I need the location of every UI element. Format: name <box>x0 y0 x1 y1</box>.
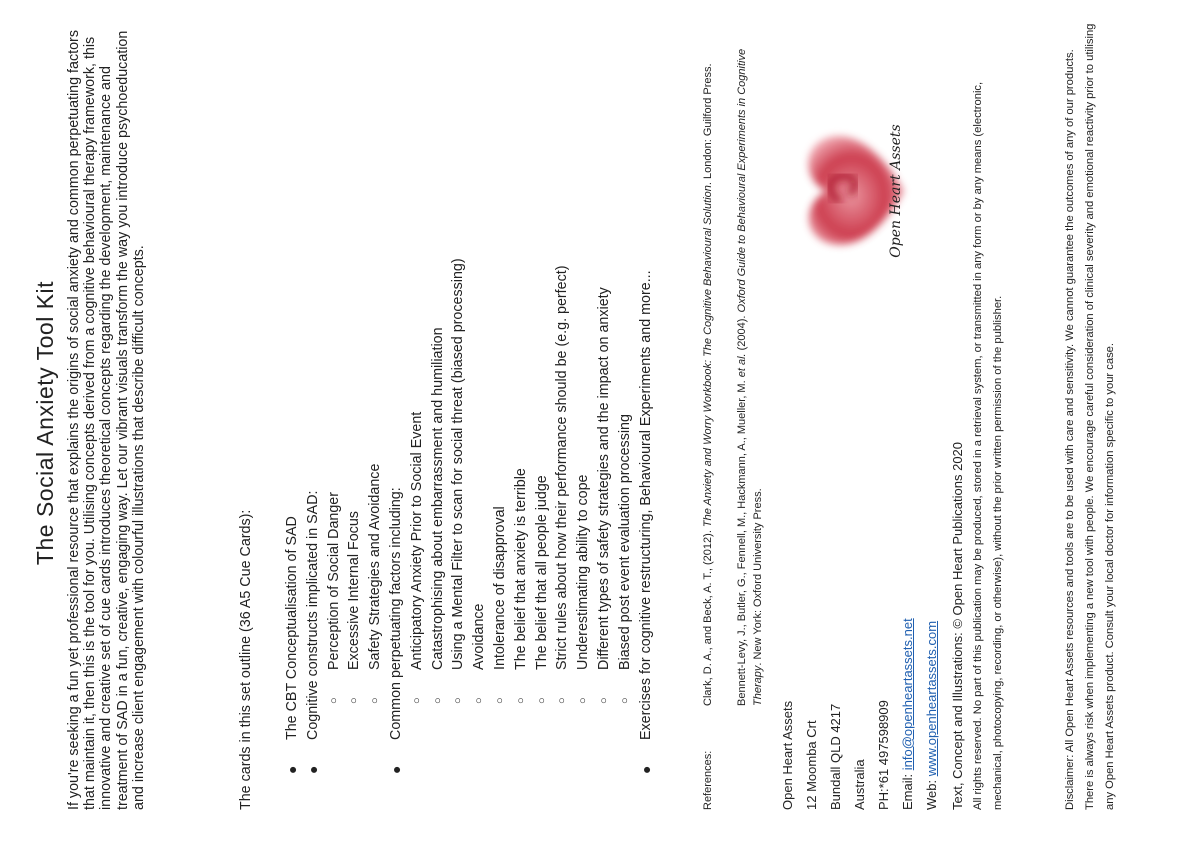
outline-item-text: Cognitive constructs implicated in SAD: <box>304 490 321 740</box>
street: 12 Moomba Crt <box>804 720 819 810</box>
outline-item <box>303 0 324 846</box>
bullet-icon: ● <box>387 765 404 774</box>
disclaimer: Disclaimer: All Open Heart Assets resources and tools are to be used with care and sensitivity. We cannot guarantee the outcomes of any of our products. There is always risk when implementing a new tool with people. We encourage careful consideration of clinical severity and emotional reactivity prior to utilising any Open Heart Assets product. Consult your local doctor for information specific to your case. <box>1064 23 1116 810</box>
web-row: Web: www.openheartassets.com <box>924 620 939 810</box>
outline-item <box>490 0 511 846</box>
outline-item-text: Exercises for cognitive restructuring, Behavioural Experiments and more... <box>637 270 654 740</box>
outline-item-text: Anticipatory Anxiety Prior to Social Event <box>408 411 425 670</box>
phone: PH:*61 497598909 <box>876 700 891 810</box>
outline-item-text: The belief that anxiety is terrible <box>512 468 529 670</box>
outline-item-text: Excessive Internal Focus <box>346 511 363 670</box>
outline-item <box>552 0 573 846</box>
web-link[interactable]: www.openheartassets.com <box>924 620 939 777</box>
bullet-icon: ● <box>637 765 654 774</box>
outline-item <box>615 0 636 846</box>
org-name: Open Heart Assets <box>780 700 795 810</box>
circle-bullet-icon: ○ <box>577 697 590 704</box>
circle-bullet-icon: ○ <box>618 697 631 704</box>
outline-item <box>594 0 615 846</box>
outline-item <box>428 0 449 846</box>
outline-item <box>344 0 365 846</box>
outline-item <box>573 0 594 846</box>
outline-item <box>365 0 386 846</box>
outline-item-text: Using a Mental Filter to scan for social threat (biased processing) <box>450 258 467 670</box>
outline-item-text: Strict rules about how their performance should be (e.g. perfect) <box>554 265 571 670</box>
country: Australia <box>852 759 867 810</box>
circle-bullet-icon: ○ <box>514 697 527 704</box>
city: Bundall QLD 4217 <box>828 703 843 810</box>
page-title: The Social Anxiety Tool Kit <box>32 280 58 566</box>
outline-item-text: Safety Strategies and Avoidance <box>367 463 384 670</box>
cards-intro: The cards in this set outline (36 A5 Cue Cards): <box>238 509 254 810</box>
outline-item <box>282 0 303 846</box>
outline-list <box>282 0 656 846</box>
circle-bullet-icon: ○ <box>410 697 423 704</box>
circle-bullet-icon: ○ <box>535 697 548 704</box>
outline-item <box>636 0 657 846</box>
outline-item-text: Underestimating ability to cope <box>575 474 592 670</box>
circle-bullet-icon: ○ <box>473 697 486 704</box>
outline-item <box>386 0 407 846</box>
outline-item <box>511 0 532 846</box>
intro-paragraph: If you're seeking a fun yet professional resource that explains the origins of social anxiety and common perpetuating factors that maintain it, then this is the tool for you. Utilising concepts derived from a cognitive behavioural therapy framework, this innovative and creative set of cue cards introduces theoretical concepts regarding the development, maintenance and treatment of SAD in a fun, creative, engaging way. Let our vibrant visuals transform the way you introduce psychoeducation and increase client engagement with colourful illustrations that describe difficult concepts. <box>66 30 147 810</box>
copyright-body: All rights reserved. No part of this publication may be produced, stored in a retrieval system, or transmitted in any form or by any means (electronic, mechanical, photocopying, recording, or otherwise), without the prior written permission of the publisher. <box>972 81 1004 810</box>
contact-block <box>776 618 944 810</box>
circle-bullet-icon: ○ <box>348 697 361 704</box>
outline-item-text: Common perpetuating factors including: <box>387 487 404 740</box>
outline-item <box>448 0 469 846</box>
circle-bullet-icon: ○ <box>597 697 610 704</box>
outline-item <box>324 0 345 846</box>
brand-signature: Open Heart Assets <box>888 124 904 258</box>
circle-bullet-icon: ○ <box>493 697 506 704</box>
circle-bullet-icon: ○ <box>556 697 569 704</box>
outline-item <box>469 0 490 846</box>
circle-bullet-icon: ○ <box>452 697 465 704</box>
outline-item-text: Avoidance <box>471 603 488 670</box>
outline-item-text: Intolerance of disapproval <box>491 506 508 670</box>
bullet-icon: ● <box>284 765 300 774</box>
circle-bullet-icon: ○ <box>327 697 340 704</box>
email-row: Email: info@openheartassets.net <box>900 618 915 810</box>
email-link[interactable]: info@openheartassets.net <box>900 618 915 771</box>
references-label: References: <box>702 750 714 810</box>
outline-item <box>532 0 553 846</box>
outline-item-text: The CBT Conceptualisation of SAD <box>284 516 300 740</box>
outline-item <box>407 0 428 846</box>
outline-item-text: Biased post event evaluation processing <box>616 414 633 670</box>
circle-bullet-icon: ○ <box>431 697 444 704</box>
copyright-heading: Text, Concept and Illustrations: © Open Heart Publications 2020 <box>950 441 965 810</box>
bullet-icon: ● <box>304 765 321 774</box>
reference-1: Clark, D. A., and Beck, A. T., (2012). The Anxiety and Worry Workbook: The Cognitive Behavioural Solution. London: Guilford Press. <box>702 63 714 706</box>
circle-bullet-icon: ○ <box>369 697 382 704</box>
copyright <box>948 20 1008 810</box>
reference-2: Bennett-Levy, J., Butler, G., Fennell, M., Hackmann, A., Mueller, M. et al. (2004). Oxford Guide to Behavioural Experiments in Cognitive Therapy. New York: Oxford University Press. <box>736 48 764 706</box>
outline-item-text: The belief that all people judge <box>533 475 550 670</box>
outline-item-text: Catastrophising about embarrassment and humiliation <box>429 327 446 670</box>
outline-item-text: Different types of safety strategies and the impact on anxiety <box>595 287 612 670</box>
outline-item-text: Perception of Social Danger <box>325 491 342 670</box>
